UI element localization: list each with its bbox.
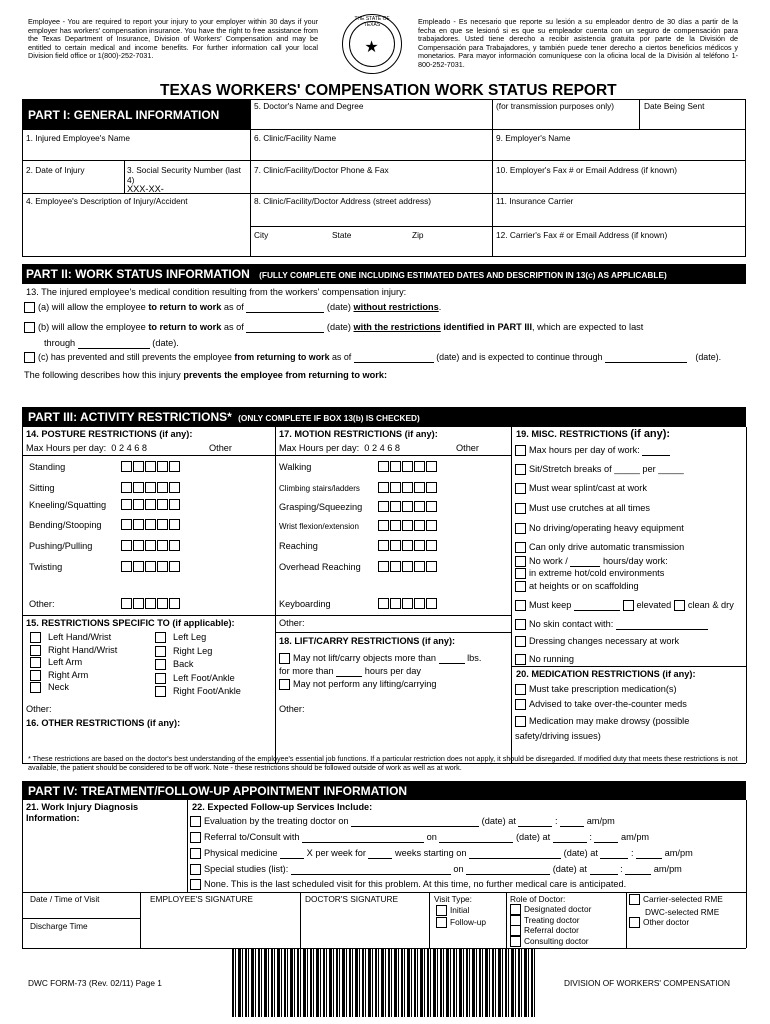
med3-checkbox[interactable] <box>515 716 526 727</box>
hour-box[interactable] <box>402 540 413 551</box>
rme2-label: DWC-selected RME <box>645 907 720 917</box>
motion-item: Climbing stairs/ladders <box>279 484 360 493</box>
misc-item: No driving/operating heavy equipment <box>515 523 684 534</box>
motion-header: 17. MOTION RESTRICTIONS (if any): <box>279 429 438 439</box>
hour-box[interactable] <box>426 501 437 512</box>
discharge-label: Discharge Time <box>30 921 88 931</box>
diagnosis-label: 21. Work Injury Diagnosis Information: <box>26 802 139 823</box>
hour-box[interactable] <box>402 561 413 572</box>
misc-checkbox[interactable] <box>515 503 526 514</box>
misc-checkbox[interactable] <box>515 523 526 534</box>
posture-hour-boxes <box>121 598 181 609</box>
hour-box[interactable] <box>121 561 132 572</box>
hour-box[interactable] <box>157 561 168 572</box>
part1-header: PART I: GENERAL INFORMATION <box>22 99 250 129</box>
role-item: Treating doctor <box>510 915 580 926</box>
hour-box[interactable] <box>145 540 156 551</box>
option-b-through-row: through (date). <box>44 338 179 348</box>
hour-box[interactable] <box>133 561 144 572</box>
option-b-date[interactable] <box>246 332 324 333</box>
misc-header: 19. MISC. RESTRICTIONS (if any): <box>516 428 671 440</box>
hour-box[interactable] <box>378 520 389 531</box>
hour-box[interactable] <box>390 482 401 493</box>
misc-item: Must wear splint/cast at work <box>515 483 647 494</box>
specific-item: Left Foot/Ankle <box>155 673 235 684</box>
rme1-row: Carrier-selected RME <box>629 894 723 905</box>
intro-english: Employee - You are required to report your injury to your employer within 30 days if your employer has workers' compensation insurance. You have the right to free assistance from the Texas Department of Insurance, Division of Workers' Compensation and may be entitled to certain medical and income benefits. For further information call your local Division field office or 1(800)-252-7031. <box>28 17 318 61</box>
intro-spanish: Empleado - Es necesario que reporte su lesión a su empleador dentro de 30 días a partir de la fecha en que se lesionó si es que su empleador cuenta con un seguro de compensación para trabajadores. Usted tiene derecho a recibir asistencia gratuita por parte de la División de Compensación para Trabajadores, y también puede tener derecho a ciertos beneficios médicos y monetarios. Para mayor información comuníquese con la oficina local de la División al teléfono 1-800-252-7031. <box>418 17 738 69</box>
date-of-injury-label: 2. Date of Injury <box>26 165 85 175</box>
visit-initial-row: Initial <box>436 905 469 916</box>
specific-item: Left Leg <box>155 632 206 643</box>
employee-name-label: 1. Injured Employee's Name <box>26 133 130 143</box>
hour-box[interactable] <box>133 598 144 609</box>
elevated-checkbox[interactable] <box>623 600 634 611</box>
role-item: Consulting doctor <box>510 936 589 947</box>
specific-checkbox[interactable] <box>30 645 41 656</box>
med2-checkbox[interactable] <box>515 699 526 710</box>
hour-box[interactable] <box>145 519 156 530</box>
hour-box[interactable] <box>378 482 389 493</box>
hour-box[interactable] <box>169 540 180 551</box>
lift-row3: May not perform any lifting/carrying <box>279 679 436 690</box>
specific-checkbox[interactable] <box>155 632 166 643</box>
lift-row2: for more than hours per day <box>279 666 421 676</box>
hour-box[interactable] <box>390 520 401 531</box>
lift1-checkbox[interactable] <box>279 653 290 664</box>
option-a-date[interactable] <box>246 312 324 313</box>
specific-checkbox[interactable] <box>155 646 166 657</box>
med1-row: Must take prescription medication(s) <box>515 684 677 695</box>
specific-item: Right Foot/Ankle <box>155 686 241 697</box>
med2-row: Advised to take over-the-counter meds <box>515 699 687 710</box>
part3-header <box>22 407 746 427</box>
ssn-value[interactable]: XXX-XX- <box>127 184 164 194</box>
motion-other-label2: Other: <box>279 618 305 628</box>
motion-hour-boxes <box>378 482 438 493</box>
carrier-fax-label: 12. Carrier's Fax # or Email Address (if known) <box>496 230 668 240</box>
ssn-label: 3. Social Security Number (last 4) <box>127 165 241 185</box>
misc-checkbox[interactable] <box>515 542 526 553</box>
specific-other-label: Other: <box>26 704 52 714</box>
option-a-row: (a) will allow the employee to return to work as of (date) without restrictions. <box>24 302 441 313</box>
hour-box[interactable] <box>426 520 437 531</box>
hour-box[interactable] <box>402 520 413 531</box>
posture-maxhours: Max Hours per day: 0 2 4 6 8 <box>26 443 148 453</box>
hour-box[interactable] <box>169 482 180 493</box>
specific-checkbox[interactable] <box>30 682 41 693</box>
restrictions-note: * These restrictions are based on the doctor's best understanding of the employee's essential job functions. If a particular restriction does not apply, it should be disregarded. If modified duty that meets these restrictions is not available, the patient should be considered to be off work. Note - these restrictions should be followed outside of work as well as at work. <box>28 754 738 772</box>
employee-signature-label[interactable]: EMPLOYEE'S SIGNATURE <box>150 894 253 904</box>
specific-item: Right Arm <box>30 670 88 681</box>
hour-box[interactable] <box>426 598 437 609</box>
motion-hour-boxes <box>378 540 438 551</box>
option-a-checkbox[interactable] <box>24 302 35 313</box>
misc-item: Can only drive automatic transmission <box>515 542 684 553</box>
hour-box[interactable] <box>378 461 389 472</box>
hour-box[interactable] <box>133 540 144 551</box>
hour-box[interactable] <box>402 598 413 609</box>
hour-box[interactable] <box>157 540 168 551</box>
misc-item: Must use crutches at all times <box>515 503 650 514</box>
specific-header: 15. RESTRICTIONS SPECIFIC TO (if applicable): <box>26 618 235 628</box>
option-c-checkbox[interactable] <box>24 352 35 363</box>
motion-item: Wrist flexion/extension <box>279 522 359 531</box>
hour-box[interactable] <box>390 561 401 572</box>
hour-box[interactable] <box>145 499 156 510</box>
injury-description-label: 4. Employee's Description of Injury/Accident <box>26 196 188 206</box>
specific-checkbox[interactable] <box>30 657 41 668</box>
hour-box[interactable] <box>390 501 401 512</box>
service-evaluation-row: Evaluation by the treating doctor on (date) at : am/pm <box>190 816 615 827</box>
posture-other-label: Other <box>209 443 232 453</box>
q13-label: 13. The injured employee's medical condition resulting from the workers' compensation injury: <box>26 287 407 297</box>
med3-row: Medication may make drowsy (possible safety/driving issues) <box>515 716 690 741</box>
hour-box[interactable] <box>133 461 144 472</box>
date-sent-label: Date Being Sent <box>644 101 705 111</box>
hour-box[interactable] <box>121 540 132 551</box>
posture-item: Kneeling/Squatting <box>29 500 107 510</box>
must-keep-checkbox[interactable] <box>515 600 526 611</box>
barcode-icon <box>232 949 537 1017</box>
hour-box[interactable] <box>157 482 168 493</box>
specific-item: Right Leg <box>155 646 212 657</box>
hour-box[interactable] <box>145 561 156 572</box>
motion-maxhours: Max Hours per day: 0 2 4 6 8 <box>279 443 401 453</box>
hour-box[interactable] <box>169 519 180 530</box>
motion-hour-boxes <box>378 501 438 512</box>
hour-box[interactable] <box>145 461 156 472</box>
hour-box[interactable] <box>121 499 132 510</box>
role-item: Designated doctor <box>510 904 591 915</box>
lift-header: 18. LIFT/CARRY RESTRICTIONS (if any): <box>279 636 456 646</box>
misc-checkbox[interactable] <box>515 483 526 494</box>
no-work-checkbox[interactable] <box>515 556 526 567</box>
motion-item: Walking <box>279 462 312 472</box>
hour-box[interactable] <box>145 598 156 609</box>
specific-item: Back <box>155 659 193 670</box>
hour-box[interactable] <box>390 598 401 609</box>
visit-followup-row: Follow-up <box>436 917 486 928</box>
specific-checkbox[interactable] <box>30 632 41 643</box>
hour-box[interactable] <box>169 461 180 472</box>
service-referral-row: Referral to/Consult with on (date) at : am/pm <box>190 832 649 843</box>
service-studies-row: Special studies (list): on (date) at : am/pm <box>190 864 682 875</box>
hour-box[interactable] <box>426 461 437 472</box>
no-work-hot-checkbox[interactable] <box>515 568 526 579</box>
hour-box[interactable] <box>390 540 401 551</box>
misc-item: Max hours per day of work: <box>515 445 670 456</box>
lift2-checkbox[interactable] <box>279 679 290 690</box>
med1-checkbox[interactable] <box>515 684 526 695</box>
role-item: Referral doctor <box>510 925 579 936</box>
motion-hour-boxes <box>378 598 438 609</box>
hour-box[interactable] <box>157 598 168 609</box>
dressing-row: Dressing changes necessary at work <box>515 636 679 647</box>
hour-box[interactable] <box>121 519 132 530</box>
clinic-phone-label: 7. Clinic/Facility/Doctor Phone & Fax <box>254 165 389 175</box>
followup-checkbox[interactable] <box>436 917 447 928</box>
specific-checkbox[interactable] <box>155 659 166 670</box>
hour-box[interactable] <box>390 461 401 472</box>
other-restrictions-header: 16. OTHER RESTRICTIONS (if any): <box>26 718 181 728</box>
no-work-hot-row: in extreme hot/cold environments <box>515 568 664 579</box>
posture-hour-boxes <box>121 519 181 530</box>
state-label: State <box>332 230 352 240</box>
posture-item: Twisting <box>29 562 63 572</box>
clean-dry-checkbox[interactable] <box>674 600 685 611</box>
part3-title: PART III: ACTIVITY RESTRICTIONS* <box>28 410 232 424</box>
seal-text: THE STATE OF TEXAS <box>354 16 390 28</box>
rme1-checkbox[interactable] <box>629 894 640 905</box>
lift-other-label: Other: <box>279 704 305 714</box>
posture-hour-boxes <box>121 461 181 472</box>
specific-item: Left Hand/Wrist <box>30 632 111 643</box>
visit-type-label: Visit Type: <box>434 894 472 904</box>
clinic-name-label: 6. Clinic/Facility Name <box>254 133 337 143</box>
posture-item: Sitting <box>29 483 55 493</box>
hour-box[interactable] <box>426 482 437 493</box>
part2-subtitle: (FULLY COMPLETE ONE INCLUDING ESTIMATED DATES AND DESCRIPTION IN 13(c) AS APPLICABLE) <box>259 270 667 280</box>
motion-item: Reaching <box>279 541 318 551</box>
hour-box[interactable] <box>378 598 389 609</box>
employer-fax-label: 10. Employer's Fax # or Email Address (if known) <box>496 165 677 175</box>
hour-box[interactable] <box>402 482 413 493</box>
hour-box[interactable] <box>414 561 425 572</box>
motion-item: Grasping/Squeezing <box>279 502 363 512</box>
hour-box[interactable] <box>169 499 180 510</box>
followup-header: 22. Expected Follow-up Services Include: <box>192 802 373 812</box>
hour-box[interactable] <box>378 561 389 572</box>
employer-name-label: 9. Employer's Name <box>496 133 571 143</box>
hour-box[interactable] <box>121 598 132 609</box>
option-b-checkbox[interactable] <box>24 322 35 333</box>
hour-box[interactable] <box>133 482 144 493</box>
hour-box[interactable] <box>378 540 389 551</box>
no-work-row: No work / hours/day work: <box>515 556 668 567</box>
specific-checkbox[interactable] <box>30 670 41 681</box>
transmission-note: (for transmission purposes only) <box>496 101 615 111</box>
hour-box[interactable] <box>426 561 437 572</box>
clinic-address-label: 8. Clinic/Facility/Doctor Address (street address) <box>254 196 432 206</box>
visit-datetime-label: Date / Time of Visit <box>30 894 100 904</box>
no-running-row: No running <box>515 654 574 665</box>
initial-checkbox[interactable] <box>436 905 447 916</box>
option-c-row: (c) has prevented and still prevents the employee from returning to work as of (date) and is expected to continue through (date). <box>24 352 721 363</box>
posture-item: Pushing/Pulling <box>29 541 93 551</box>
no-work-heights-checkbox[interactable] <box>515 581 526 592</box>
service-none-row: None. This is the last scheduled visit for this problem. At this time, no further medical care is anticipated. <box>190 879 626 890</box>
doctor-name-label: 5. Doctor's Name and Degree <box>254 101 364 111</box>
no-work-heights-row: at heights or on scaffolding <box>515 581 639 592</box>
hour-box[interactable] <box>145 482 156 493</box>
hour-box[interactable] <box>402 461 413 472</box>
hour-box[interactable] <box>157 499 168 510</box>
hour-box[interactable] <box>414 461 425 472</box>
doctor-signature-label[interactable]: DOCTOR'S SIGNATURE <box>305 894 399 904</box>
city-label: City <box>254 230 269 240</box>
hour-box[interactable] <box>169 561 180 572</box>
posture-hour-boxes <box>121 482 181 493</box>
rme3-checkbox[interactable] <box>629 917 640 928</box>
texas-seal-icon: ★ THE STATE OF TEXAS <box>342 14 402 74</box>
posture-hour-boxes <box>121 540 181 551</box>
none-checkbox[interactable] <box>190 879 201 890</box>
zip-label: Zip <box>412 230 424 240</box>
role-label: Role of Doctor: <box>510 894 566 904</box>
misc-checkbox[interactable] <box>515 445 526 456</box>
hour-box[interactable] <box>157 461 168 472</box>
part2-title: PART II: WORK STATUS INFORMATION <box>26 267 250 281</box>
hour-box[interactable] <box>157 519 168 530</box>
motion-hour-boxes <box>378 561 438 572</box>
part2-header <box>22 264 746 284</box>
misc-checkbox[interactable] <box>515 464 526 475</box>
hour-box[interactable] <box>121 482 132 493</box>
hour-box[interactable] <box>133 499 144 510</box>
specific-checkbox[interactable] <box>155 686 166 697</box>
motion-other-label: Other <box>456 443 479 453</box>
role-checkbox[interactable] <box>510 936 521 947</box>
dressing-checkbox[interactable] <box>515 636 526 647</box>
motion-hour-boxes <box>378 520 438 531</box>
division-name: DIVISION OF WORKERS' COMPENSATION <box>564 978 730 988</box>
hour-box[interactable] <box>414 520 425 531</box>
hour-box[interactable] <box>414 482 425 493</box>
posture-hour-boxes <box>121 561 181 572</box>
service-physical-row: Physical medicine X per week for weeks starting on (date) at : am/pm <box>190 848 693 859</box>
insurance-carrier-label: 11. Insurance Carrier <box>496 196 574 206</box>
specific-item: Right Hand/Wrist <box>30 645 117 656</box>
specific-item: Neck <box>30 682 69 693</box>
no-skin-checkbox[interactable] <box>515 619 526 630</box>
posture-item: Standing <box>29 462 66 472</box>
hour-box[interactable] <box>414 501 425 512</box>
misc-item: Sit/Stretch breaks of _____ per _____ <box>515 464 684 475</box>
form-number: DWC FORM-73 (Rev. 02/11) Page 1 <box>28 978 162 988</box>
studies-checkbox[interactable] <box>190 864 201 875</box>
option-b-row: (b) will allow the employee to return to work as of (date) with the restrictions identified in PART III, which are expected to last <box>24 322 643 333</box>
posture-item: Other: <box>29 599 55 609</box>
motion-hour-boxes <box>378 461 438 472</box>
motion-item: Keyboarding <box>279 599 331 609</box>
part4-header: PART IV: TREATMENT/FOLLOW-UP APPOINTMENT INFORMATION <box>22 781 746 800</box>
posture-hour-boxes <box>121 499 181 510</box>
motion-item: Overhead Reaching <box>279 562 361 572</box>
medication-header: 20. MEDICATION RESTRICTIONS (if any): <box>516 669 696 679</box>
hour-box[interactable] <box>121 461 132 472</box>
hour-box[interactable] <box>414 598 425 609</box>
referral-checkbox[interactable] <box>190 832 201 843</box>
option-b-through-date[interactable] <box>78 348 150 349</box>
hour-box[interactable] <box>378 501 389 512</box>
option-c-through-date[interactable] <box>605 362 687 363</box>
hour-box[interactable] <box>426 540 437 551</box>
lift-row1: May not lift/carry objects more than lbs. <box>279 653 481 664</box>
hour-box[interactable] <box>402 501 413 512</box>
page-title: TEXAS WORKERS' COMPENSATION WORK STATUS REPORT <box>160 82 617 99</box>
part3-subtitle: (ONLY COMPLETE IF BOX 13(b) IS CHECKED) <box>238 413 420 423</box>
description-label: The following describes how this injury prevents the employee from returning to work: <box>24 370 388 380</box>
specific-checkbox[interactable] <box>155 673 166 684</box>
evaluation-checkbox[interactable] <box>190 816 201 827</box>
no-skin-row: No skin contact with: <box>515 619 708 630</box>
must-keep-row: Must keep elevated clean & dry <box>515 600 734 611</box>
rme3-row: Other doctor <box>629 917 689 928</box>
option-c-date[interactable] <box>354 362 434 363</box>
posture-item: Bending/Stooping <box>29 520 102 530</box>
physical-checkbox[interactable] <box>190 848 201 859</box>
no-running-checkbox[interactable] <box>515 654 526 665</box>
hour-box[interactable] <box>169 598 180 609</box>
hour-box[interactable] <box>414 540 425 551</box>
specific-item: Left Arm <box>30 657 82 668</box>
hour-box[interactable] <box>133 519 144 530</box>
posture-header: 14. POSTURE RESTRICTIONS (if any): <box>26 429 193 439</box>
